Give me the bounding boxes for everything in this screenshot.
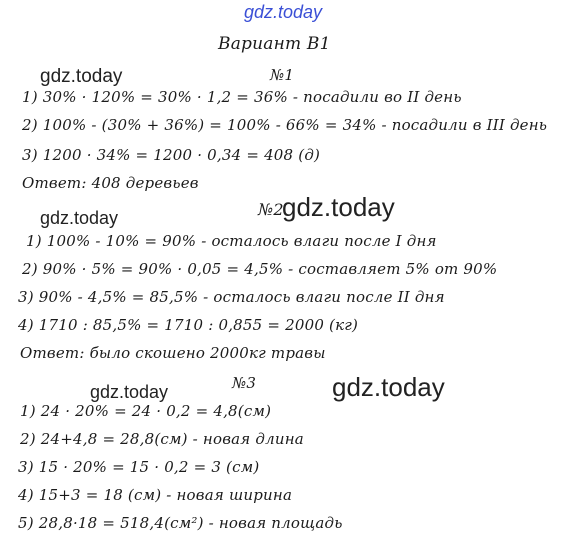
task3-line-1: 1) 24 · 20% = 24 · 0,2 = 4,8(см) [20, 402, 272, 420]
task2-line-3: 3) 90% - 4,5% = 85,5% - осталось влаги после II дня [18, 288, 445, 306]
watermark-3: gdz.today [282, 192, 395, 222]
task2-answer: Ответ: было скошено 2000кг травы [20, 344, 326, 362]
task2-number: №2 [258, 200, 284, 219]
task2-line-4: 4) 1710 : 85,5% = 1710 : 0,855 = 2000 (кг) [18, 316, 359, 334]
task2-line-1: 1) 100% - 10% = 90% - осталось влаги после I дня [26, 232, 437, 250]
watermark-2: gdz.today [40, 208, 119, 228]
task1-line-1: 1) 30% · 120% = 30% · 1,2 = 36% - посадили во II день [22, 88, 462, 106]
task3-number: №3 [232, 374, 257, 392]
task2-line-2: 2) 90% · 5% = 90% · 0,05 = 4,5% - составляет 5% от 90% [22, 260, 498, 278]
watermark-top: gdz.today [244, 2, 323, 22]
task1-line-3: 3) 1200 · 34% = 1200 · 0,34 = 408 (д) [22, 146, 321, 164]
watermark-1: gdz.today [40, 66, 123, 87]
task3-line-2: 2) 24+4,8 = 28,8(см) - новая длина [20, 430, 304, 448]
watermark-4: gdz.today [90, 382, 169, 402]
watermark-5: gdz.today [332, 372, 445, 402]
task1-number: №1 [270, 66, 295, 84]
variant-title: Вариант В1 [218, 34, 331, 54]
task1-line-2: 2) 100% - (30% + 36%) = 100% - 66% = 34% - посадили в III день [22, 116, 548, 134]
task1-answer: Ответ: 408 деревьев [22, 174, 199, 192]
task3-line-3: 3) 15 · 20% = 15 · 0,2 = 3 (см) [18, 458, 260, 476]
task3-line-4: 4) 15+3 = 18 (см) - новая ширина [18, 486, 293, 504]
task3-line-5: 5) 28,8·18 = 518,4(см²) - новая площадь [18, 514, 343, 532]
